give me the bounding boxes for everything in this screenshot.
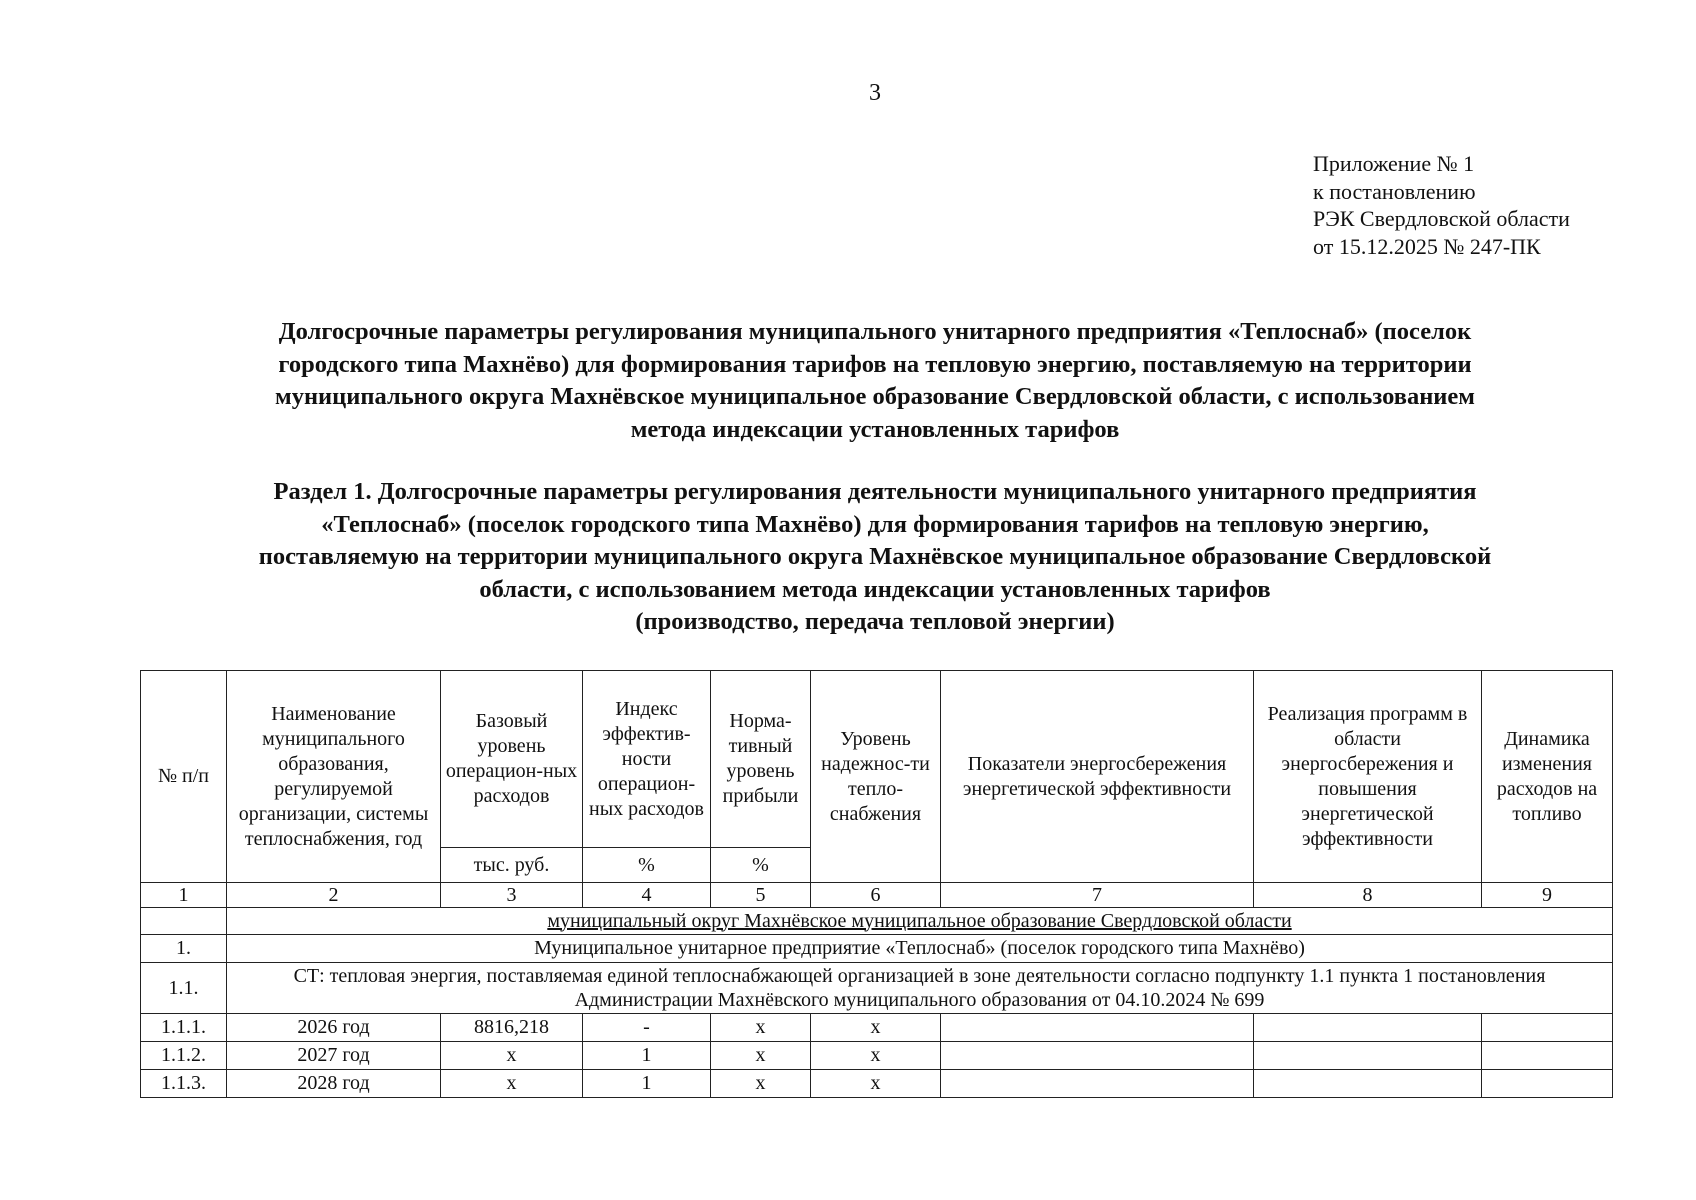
section-line: (производство, передача тепловой энергии) [635,608,1115,635]
column-number: 4 [583,883,711,908]
row-base-costs: 8816,218 [441,1014,583,1042]
row-base-costs: х [441,1070,583,1098]
page-number: 3 [869,80,881,106]
organization-row [141,935,1613,963]
row-year: 2027 год [227,1042,441,1070]
section-line: области, с использованием метода индексации установленных тарифов [479,575,1271,603]
appendix-line: РЭК Свердловской области [1313,206,1570,231]
appendix-line: Приложение № 1 [1313,151,1475,176]
unit-norm: % [711,848,811,883]
column-number: 2 [227,883,441,908]
column-number-row [141,883,1613,908]
org-num: 1. [141,935,227,963]
title-line: муниципального округа Махнёвское муниципальное образование Свердловской области, с использованием [275,383,1475,410]
row-normative-profit: х [711,1042,811,1070]
table-row [141,1042,1613,1070]
header-base-costs: Базовый уровень операцион-ных расходов [441,671,583,848]
system-num: 1.1. [141,963,227,1014]
section-title [150,476,1600,639]
system-description: СТ: тепловая энергия, поставляемая единой теплоснабжающей организацией в зоне деятельности согласно подпункту 1.1 пункта 1 постановления Администрации Махнёвского муниципального образования от 04.10.2024 № 699 [227,963,1613,1014]
title-line: городского типа Махнёво) для формирования тарифов на тепловую энергию, поставляемую на территории [278,350,1472,378]
appendix-line: к постановлению [1313,178,1476,204]
row-base-costs: х [441,1042,583,1070]
table-row [141,1070,1613,1098]
column-number: 3 [441,883,583,908]
appendix-block [1313,150,1570,260]
row-num: 1.1.3. [141,1070,227,1098]
column-number: 1 [141,883,227,908]
system-row [141,963,1613,1014]
row-year: 2028 год [227,1070,441,1098]
header-num: № п/п [141,671,227,883]
header-reliability: Уровень надежнос-ти тепло-снабжения [811,671,941,883]
row-efficiency-index: 1 [583,1042,711,1070]
row-num: 1.1.1. [141,1014,227,1042]
row-energy-saving [941,1014,1254,1042]
row-num: 1.1.2. [141,1042,227,1070]
title-line: метода индексации установленных тарифов [630,415,1120,443]
header-normative-profit: Норма-тивный уровень прибыли [711,671,811,848]
row-normative-profit: х [711,1070,811,1098]
section-line: поставляемую на территории муниципального округа Махнёвское муниципальное образование Свердловской [258,543,1492,570]
row-fuel-dynamics [1482,1070,1613,1098]
parameters-table [140,670,1613,1098]
unit-base: тыс. руб. [441,848,583,883]
section-line: «Теплоснаб» (поселок городского типа Махнёво) для формирования тарифов на тепловую энергию, [321,510,1429,538]
unit-index: % [583,848,711,883]
row-fuel-dynamics [1482,1014,1613,1042]
header-programs: Реализация программ в области энергосбережения и повышения энергетической эффективности [1254,671,1482,883]
row-reliability: х [811,1070,941,1098]
region-name: муниципальный округ Махнёвское муниципальное образование Свердловской области [227,908,1613,935]
appendix-line: от 15.12.2025 № 247-ПК [1313,233,1541,259]
row-energy-saving [941,1042,1254,1070]
row-normative-profit: х [711,1014,811,1042]
header-efficiency-index: Индекс эффектив-ности операцион-ных расходов [583,671,711,848]
region-row [141,908,1613,935]
column-number: 5 [711,883,811,908]
row-programs [1254,1042,1482,1070]
header-name: Наименование муниципального образования, регулируемой организации, системы теплоснабжения, год [227,671,441,883]
org-name: Муниципальное унитарное предприятие «Теплоснаб» (поселок городского типа Махнёво) [227,935,1613,963]
row-efficiency-index: 1 [583,1070,711,1098]
row-year: 2026 год [227,1014,441,1042]
column-number: 8 [1254,883,1482,908]
row-energy-saving [941,1070,1254,1098]
document-title [150,316,1600,446]
section-line: Раздел 1. Долгосрочные параметры регулирования деятельности муниципального унитарного предприятия [273,478,1477,505]
column-number: 6 [811,883,941,908]
column-number: 9 [1482,883,1613,908]
header-energy-saving: Показатели энергосбережения энергетической эффективности [941,671,1254,883]
row-reliability: х [811,1014,941,1042]
header-fuel-dynamics: Динамика изменения расходов на топливо [1482,671,1613,883]
table-row [141,1014,1613,1042]
row-programs [1254,1014,1482,1042]
title-line: Долгосрочные параметры регулирования муниципального унитарного предприятия «Теплоснаб» (поселок [278,318,1472,345]
row-programs [1254,1070,1482,1098]
row-fuel-dynamics [1482,1042,1613,1070]
column-number: 7 [941,883,1254,908]
row-efficiency-index: - [583,1014,711,1042]
row-reliability: х [811,1042,941,1070]
region-num-cell [141,908,227,935]
